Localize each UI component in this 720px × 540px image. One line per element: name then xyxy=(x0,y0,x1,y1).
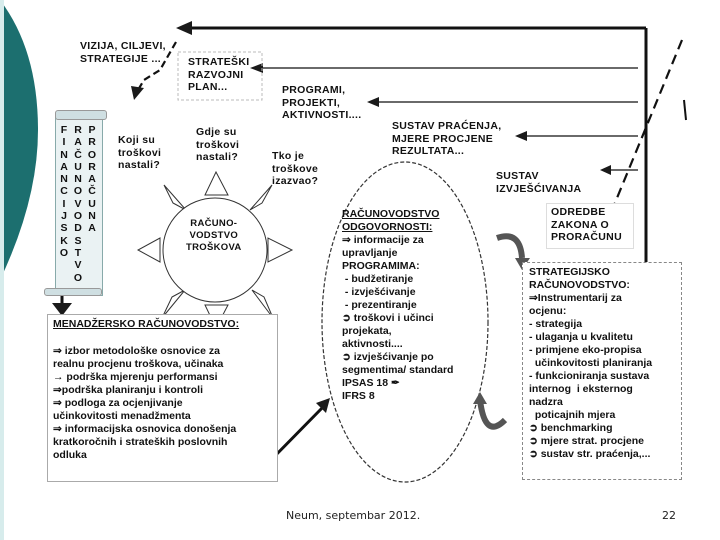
step-strateski-plan: STRATEŠKI RAZVOJNI PLAN... xyxy=(188,56,250,93)
vertical-racunovodstvo: R A Č U N O V O D S T V O xyxy=(73,124,83,284)
odredbe-label: ODREDBE ZAKONA O PRORAČUNU xyxy=(551,206,622,243)
question-tko: Tko je troškove izazvao? xyxy=(272,150,319,187)
footer-location-date: Neum, septembar 2012. xyxy=(286,509,421,522)
strategijsko-box xyxy=(522,262,682,480)
menadzersko-list xyxy=(53,345,239,462)
strategijsko-title: STRATEGIJSKO RAČUNOVODSTVO: xyxy=(529,266,630,291)
menadzersko-item: ⇒podrška planiranju i kontroli xyxy=(53,384,203,396)
strategijsko-item: - funkcioniranja sustava xyxy=(529,370,650,382)
menadzersko-item: ⇒ podloga za ocjenjivanje xyxy=(53,397,183,409)
strategijsko-item: - ulaganja u kvalitetu xyxy=(529,331,633,343)
strategijsko-list xyxy=(529,292,652,461)
odgovornost-item: PROGRAMIMA: xyxy=(342,260,420,272)
odgovornost-item: ➲ troškovi i učinci xyxy=(342,312,434,324)
menadzersko-item: kratkoročnih i strateških poslovnih xyxy=(53,436,228,448)
strategijsko-item: - strategija xyxy=(529,318,583,330)
strategijsko-item: nadzra xyxy=(529,396,563,408)
odgovornost-item: - izvješćivanje xyxy=(342,286,416,298)
menadzersko-title: MENADŽERSKO RAČUNOVODSTVO: xyxy=(53,318,240,330)
odgovornost-list xyxy=(342,234,453,403)
odgovornost-item: IPSAS 18 ✒ xyxy=(342,377,400,389)
menadzersko-box xyxy=(47,314,278,482)
odgovornost-item: ➲ izvješćivanje po xyxy=(342,351,434,363)
strategijsko-item: ➲ mjere strat. procjene xyxy=(529,435,645,447)
strategijsko-item: učinkovitosti planiranja xyxy=(529,357,653,369)
odgovornost-item: projekata, xyxy=(342,325,392,337)
vertical-financijsko: F I N A N C I J S K O xyxy=(59,124,69,259)
strategijsko-item: ⇒Instrumentarij za xyxy=(529,292,622,304)
step-vizija: VIZIJA, CILJEVI, STRATEGIJE ... xyxy=(80,40,166,65)
menadzersko-item: → podrška mjerenju performansi xyxy=(53,371,218,383)
step-programi: PROGRAMI, PROJEKTI, AKTIVNOSTI.... xyxy=(282,84,362,121)
question-koji: Koji su troškovi nastali? xyxy=(118,134,162,171)
strategijsko-item: internog i eksternog xyxy=(529,383,633,395)
strategijsko-item: ocjenu: xyxy=(529,305,567,317)
top-arrow-head xyxy=(176,21,192,35)
vertical-proracuna: P R O R A Č U N A xyxy=(87,124,97,235)
odgovornost-item: - prezentiranje xyxy=(342,299,417,311)
menadzersko-item: ⇒ informacijska osnovica donošenja xyxy=(53,423,237,435)
odgovornost-title: RAČUNOVODSTVO ODGOVORNOSTI: xyxy=(342,208,440,233)
sun-label: RAČUNO- VODSTVO TROŠKOVA xyxy=(186,218,242,253)
scroll-bottom-decor xyxy=(44,288,102,296)
strategijsko-item: poticajnih mjera xyxy=(529,409,616,421)
strategijsko-item: ➲ benchmarking xyxy=(529,422,613,434)
odgovornost-item: aktivnosti.... xyxy=(342,338,403,350)
odgovornost-item: ⇒ informacije za xyxy=(342,234,424,246)
menadzersko-item: ⇒ izbor metodološke osnovice za xyxy=(53,345,220,357)
odgovornost-item: segmentima/ standard xyxy=(342,364,454,376)
odgovornost-item: - budžetiranje xyxy=(342,273,414,285)
scroll-top-decor xyxy=(55,110,107,120)
odgovornost-item: IFRS 8 xyxy=(342,390,375,402)
question-gdje: Gdje su troškovi nastali? xyxy=(196,126,240,163)
odgovornost-item: upravljanje xyxy=(342,247,398,259)
odredbe-box xyxy=(546,203,634,249)
menadzersko-item: odluka xyxy=(53,449,87,461)
menadzersko-item: realnu procjenu troškova, učinaka xyxy=(53,358,224,370)
strategijsko-item: ➲ sustav str. praćenja,... xyxy=(529,448,651,460)
strategijsko-item: - primjene eko-propisa xyxy=(529,344,642,356)
step-sustav-pracenja: SUSTAV PRAĆENJA, MJERE PROCJENE REZULTATA... xyxy=(392,120,502,157)
step-sustav-izvjescivanja: SUSTAV IZVJEŠĆIVANJA xyxy=(496,170,582,195)
footer-page-number: 22 xyxy=(662,509,676,522)
odgovornost-block xyxy=(342,208,453,403)
menadzersko-item: učinkovitosti menadžmenta xyxy=(53,410,191,422)
